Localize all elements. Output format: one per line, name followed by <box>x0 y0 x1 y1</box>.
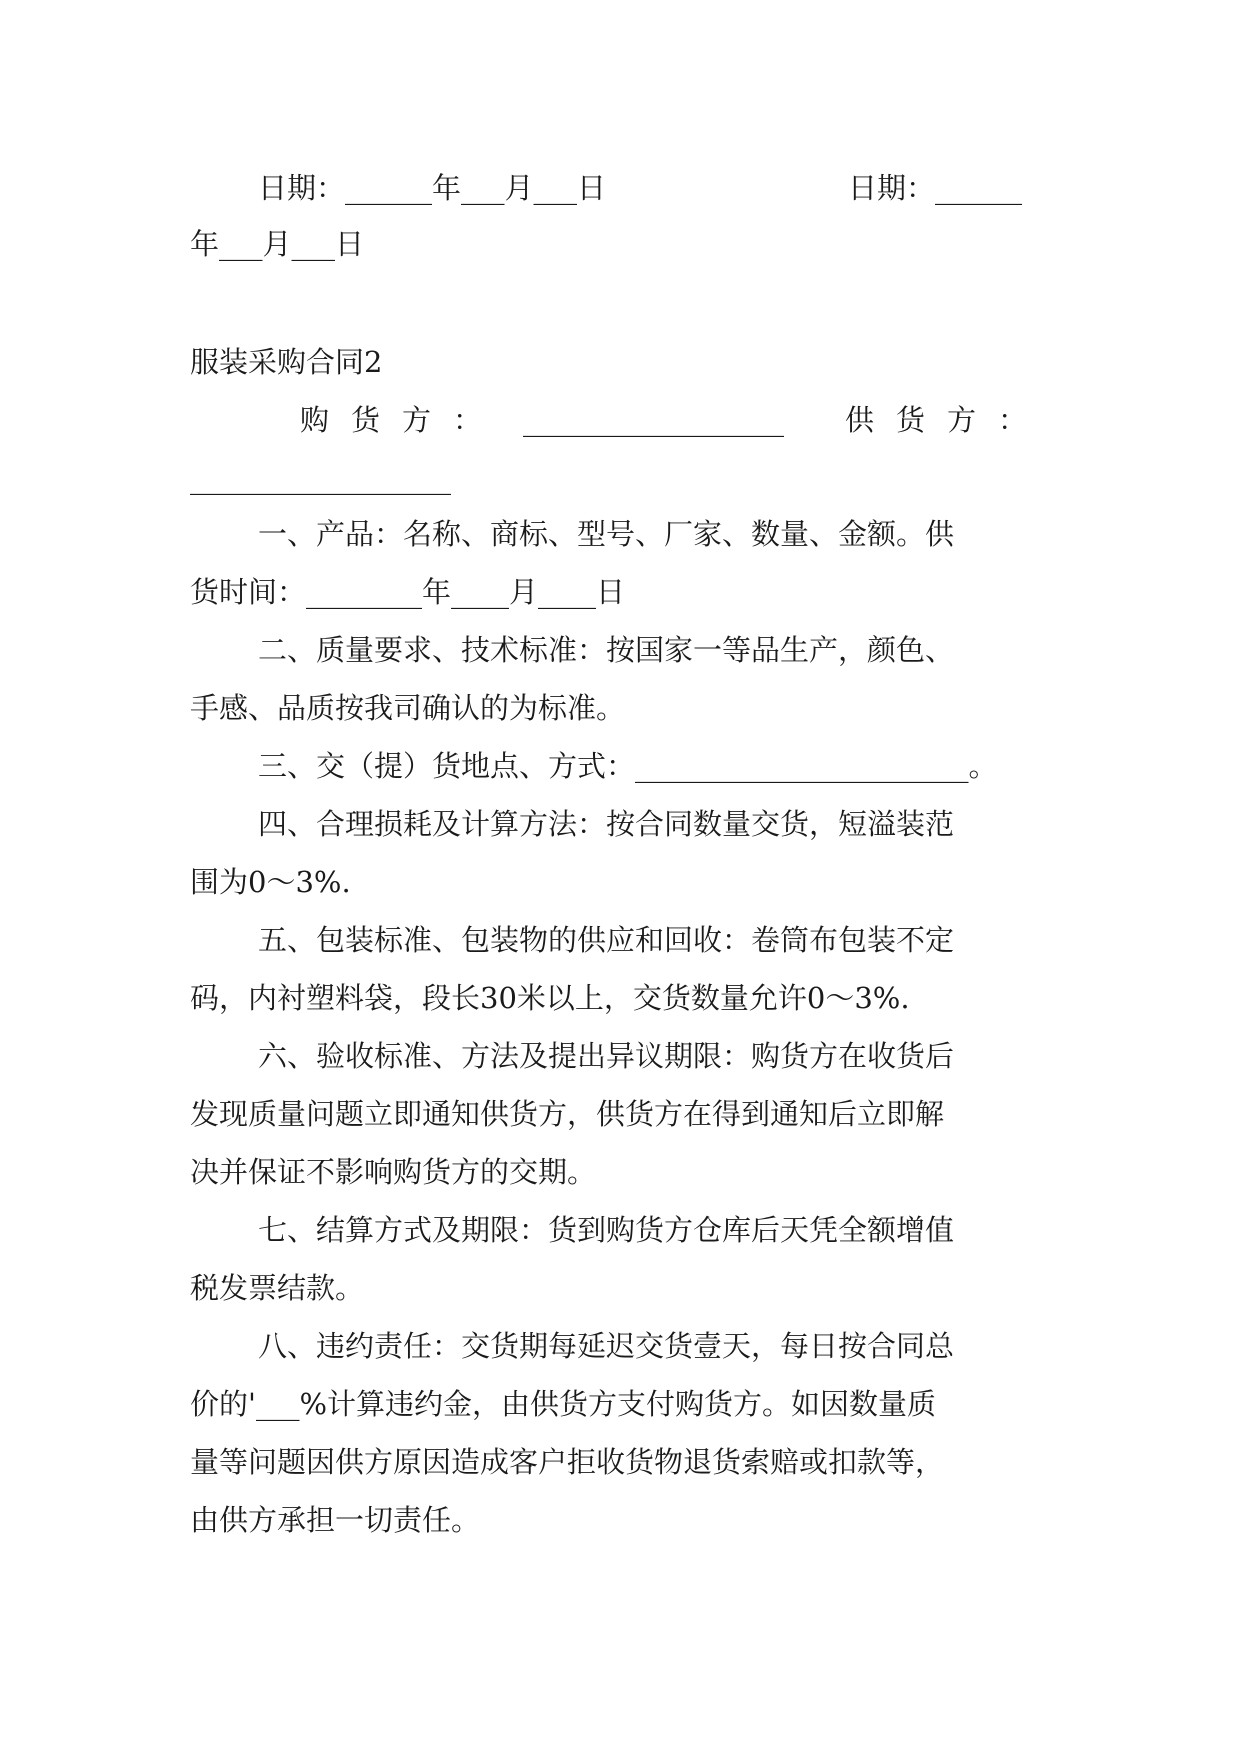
clause-8-line-3: 量等问题因供方原因造成客户拒收货物退货索赔或扣款等， <box>190 1445 945 1479</box>
clause-8-line-4: 由供方承担一切责任。 <box>190 1503 481 1537</box>
clause-8-line-1: 八、违约责任：交货期每延迟交货壹天，每日按合同总 <box>258 1329 955 1363</box>
clause-6-line-3: 决并保证不影响购货方的交期。 <box>190 1155 597 1189</box>
clause-1-line-2: 货时间：________年____月____日 <box>190 575 626 609</box>
date-continuation: 年___月___日 <box>190 227 365 261</box>
buyer-label: 购货方： <box>300 403 505 437</box>
date-right: 日期：______ <box>848 171 1023 205</box>
clause-2-line-1: 二、质量要求、技术标准：按国家一等品生产，颜色、 <box>258 633 955 667</box>
clause-1-line-1: 一、产品：名称、商标、型号、厂家、数量、金额。供 <box>258 517 955 551</box>
seller-blank: __________________ <box>190 461 451 495</box>
clause-7-line-1: 七、结算方式及期限：货到购货方仓库后天凭全额增值 <box>258 1213 955 1247</box>
clause-8-line-2: 价的'___%计算违约金，由供货方支付购货方。如因数量质 <box>190 1387 937 1421</box>
date-left: 日期：______年___月___日 <box>258 171 607 205</box>
clause-4-line-1: 四、合理损耗及计算方法：按合同数量交货，短溢装范 <box>258 807 955 841</box>
clause-7-line-2: 税发票结款。 <box>190 1271 365 1305</box>
clause-5-line-1: 五、包装标准、包装物的供应和回收：卷筒布包装不定 <box>258 923 955 957</box>
clause-3-line-1: 三、交（提）货地点、方式：_______________________。 <box>258 749 998 783</box>
contract-title: 服装采购合同2 <box>190 345 383 379</box>
clause-6-line-2: 发现质量问题立即通知供货方，供货方在得到通知后立即解 <box>190 1097 945 1131</box>
buyer-blank: __________________ <box>523 403 784 437</box>
clause-4-line-2: 围为0～3%. <box>190 865 351 899</box>
clause-2-line-2: 手感、品质按我司确认的为标准。 <box>190 691 626 725</box>
clause-6-line-1: 六、验收标准、方法及提出异议期限：购货方在收货后 <box>258 1039 955 1073</box>
seller-label: 供货方： <box>845 403 1050 437</box>
clause-5-line-2: 码，内衬塑料袋，段长30米以上，交货数量允许0～3%. <box>190 981 910 1015</box>
